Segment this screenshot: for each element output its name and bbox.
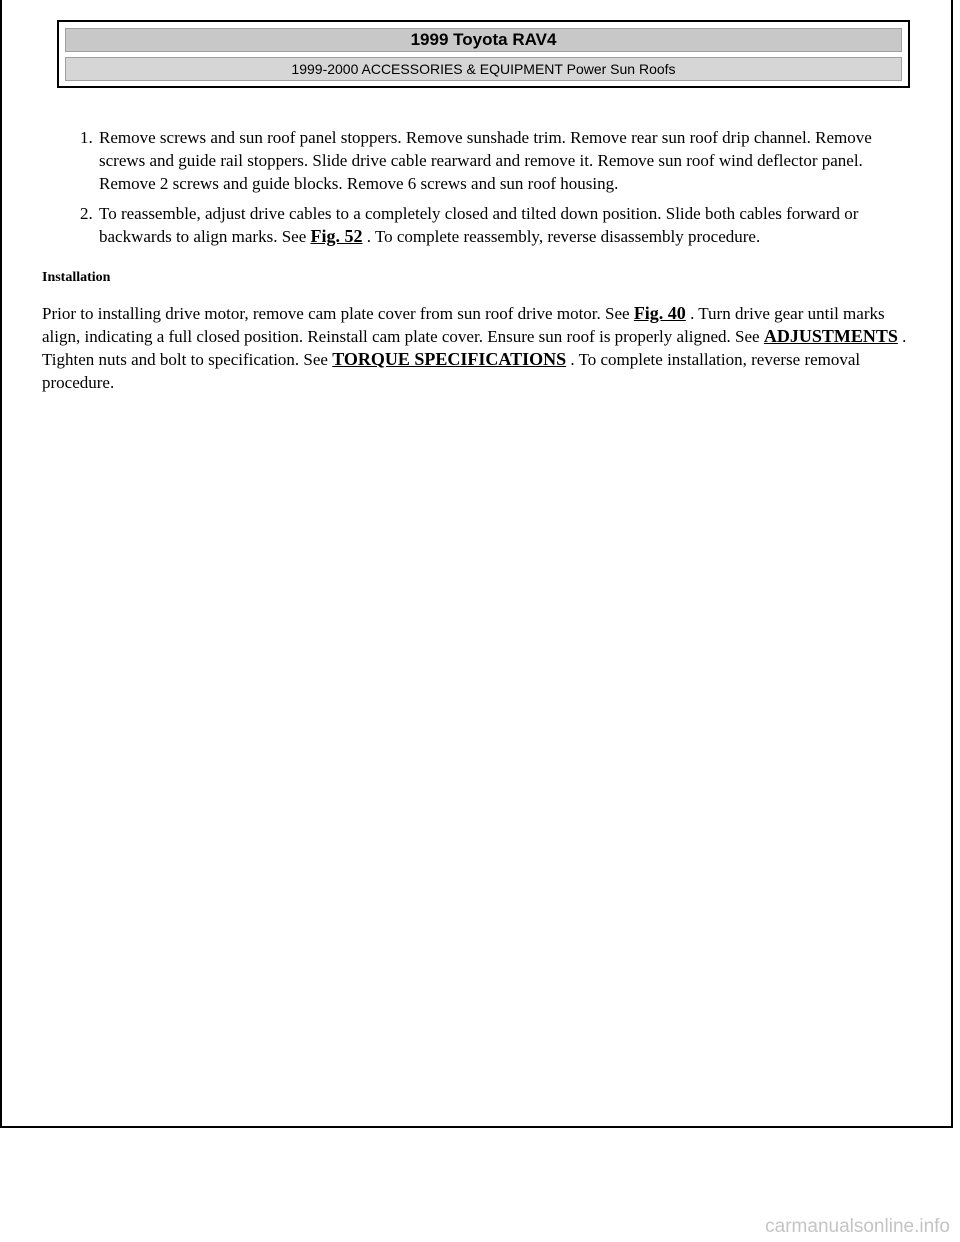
installation-text-1: Prior to installing drive motor, remove cam plate cover from sun roof drive motor. See [42,304,634,323]
installation-heading: Installation [42,270,111,285]
installation-text-4: . To complete installation, reverse removal procedure. [42,350,861,392]
step-2 [97,202,922,248]
installation-text-2: . Turn drive gear until marks align, indicating a full closed position. Reinstall cam plate cover. Ensure sun roof is properly aligned. See [42,304,885,346]
step-1-text: Remove screws and sun roof panel stoppers. Remove sunshade trim. Remove rear sun roof drip channel. Remove screws and guide rail stoppers. Slide drive cable rearward and remove it. Remove sun roof wind deflector panel. Remove 2 screws and guide blocks. Remove 6 screws and sun roof housing. [99,128,872,193]
step-1 [97,126,922,195]
fig-40-link[interactable]: Fig. 40 [633,303,686,323]
installation-paragraph [42,302,922,394]
adjustments-link[interactable]: ADJUSTMENTS [763,326,898,346]
fig-52-link[interactable]: Fig. 52 [310,226,363,246]
document-title: 1999 Toyota RAV4 [65,28,902,52]
torque-specifications-link[interactable]: TORQUE SPECIFICATIONS [332,349,567,369]
document-subtitle: 1999-2000 ACCESSORIES & EQUIPMENT Power Sun Roofs [65,57,902,81]
document-body [42,126,922,394]
procedure-steps [42,126,922,248]
step-2-text-before: To reassemble, adjust drive cables to a completely closed and tilted down position. Slide both cables forward or backwards to align marks. See [99,204,859,246]
installation-text-3: . Tighten nuts and bolt to specification. See [42,327,907,369]
document-header [57,20,910,88]
site-watermark: carmanualsonline.info [765,1216,950,1237]
step-2-text-after: . To complete reassembly, reverse disassembly procedure. [362,227,761,246]
